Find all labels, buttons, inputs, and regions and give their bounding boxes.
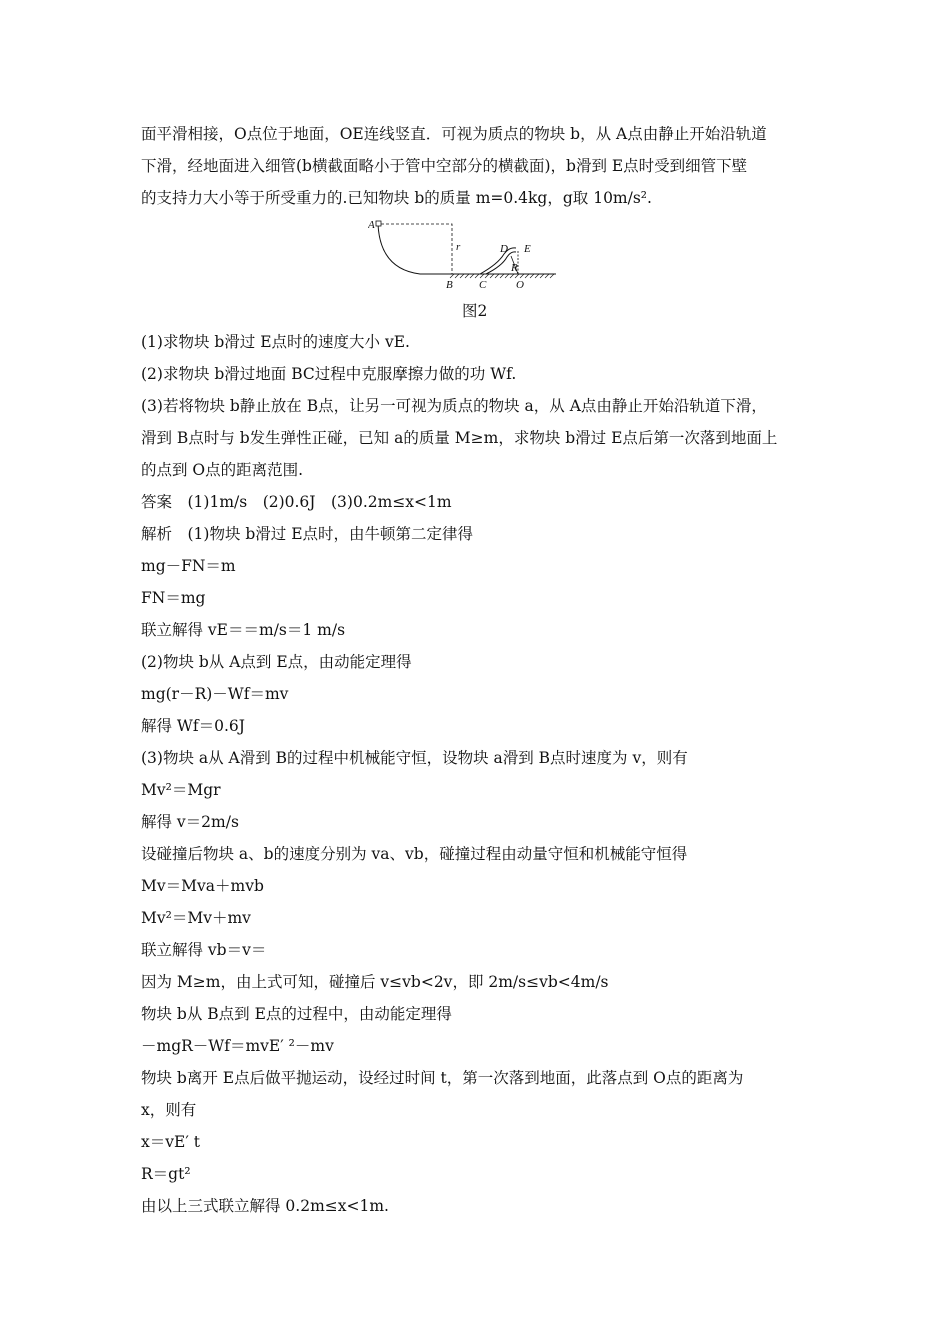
label-b: B xyxy=(446,279,453,291)
curved-track xyxy=(378,224,452,274)
figure-caption: 图2 xyxy=(462,302,488,320)
label-a: A xyxy=(368,219,375,231)
solution-line: (3)物块 a从 A滑到 B的过程中机械能守恒，设物块 a滑到 B点时速度为 v，则有 xyxy=(141,749,688,767)
text-line: 的点到 O点的距离范围. xyxy=(141,461,304,479)
solution-line: 解析 (1)物块 b滑过 E点时，由牛顿第二定律得 xyxy=(141,525,474,543)
block-a xyxy=(376,221,381,226)
label-e: E xyxy=(524,243,531,255)
figure-2-diagram xyxy=(368,214,568,294)
text-line: 下滑，经地面进入细管(b横截面略小于管中空部分的横截面)，b滑到 E点时受到细管下壁 xyxy=(141,157,748,175)
answer-line: 答案 (1)1m/s (2)0.6J (3)0.2m≤x<1m xyxy=(141,493,452,511)
solution-line: (2)物块 b从 A点到 E点，由动能定理得 xyxy=(141,653,412,671)
question-2: (2)求物块 b滑过地面 BC过程中克服摩擦力做的功 Wf. xyxy=(141,365,517,383)
equation-line: Mv²＝Mv＋mv xyxy=(141,909,251,927)
radius-dashed-line xyxy=(381,224,452,274)
solution-line: 解得 v＝2m/s xyxy=(141,813,239,831)
text-line: 滑到 B点时与 b发生弹性正碰，已知 a的质量 M≥m，求物块 b滑过 E点后第一次落到地面上 xyxy=(141,429,778,447)
question-1: (1)求物块 b滑过 E点时的速度大小 vE. xyxy=(141,333,410,351)
ground-hatching xyxy=(450,274,554,278)
solution-line: 物块 b离开 E点后做平抛运动，设经过时间 t，第一次落到地面，此落点到 O点的距离为 xyxy=(141,1069,744,1087)
solution-line: 设碰撞后物块 a、b的速度分别为 va、vb，碰撞过程由动量守恒和机械能守恒得 xyxy=(141,845,688,863)
label-big-r: R xyxy=(511,262,518,274)
solution-line: x，则有 xyxy=(141,1101,197,1119)
equation-line: x＝vE′ t xyxy=(141,1133,200,1151)
equation-line: FN＝mg xyxy=(141,589,206,607)
label-r: r xyxy=(456,241,461,253)
equation-line: mg－FN＝m xyxy=(141,557,236,575)
text-line: 面平滑相接，O点位于地面，OE连线竖直．可视为质点的物块 b，从 A点由静止开始沿轨道 xyxy=(141,125,767,143)
label-o: O xyxy=(516,279,524,291)
equation-line: R＝gt² xyxy=(141,1165,191,1183)
equation-line: Mv²＝Mgr xyxy=(141,781,221,799)
solution-line: 物块 b从 B点到 E点的过程中，由动能定理得 xyxy=(141,1005,452,1023)
solution-line: 联立解得 vE＝＝m/s＝1 m/s xyxy=(141,621,346,639)
solution-line: 解得 Wf＝0.6J xyxy=(141,717,245,735)
equation-line: －mgR－Wf＝mvE′ ²－mv xyxy=(141,1037,334,1055)
solution-line: 由以上三式联立解得 0.2m≤x<1m. xyxy=(141,1197,389,1215)
solution-line: 因为 M≥m，由上式可知，碰撞后 v≤vb<2v，即 2m/s≤vb<4m/s xyxy=(141,973,609,991)
solution-line: 联立解得 vb＝v＝ xyxy=(141,941,267,959)
text-line: 的支持力大小等于所受重力的.已知物块 b的质量 m=0.4kg，g取 10m/s². xyxy=(141,189,652,207)
equation-line: Mv＝Mva＋mvb xyxy=(141,877,264,895)
label-c: C xyxy=(479,279,487,291)
question-3: (3)若将物块 b静止放在 B点，让另一可视为质点的物块 a，从 A点由静止开始沿轨道下滑， xyxy=(141,397,767,415)
label-d: D xyxy=(500,243,508,255)
equation-line: mg(r－R)－Wf＝mv xyxy=(141,685,289,703)
